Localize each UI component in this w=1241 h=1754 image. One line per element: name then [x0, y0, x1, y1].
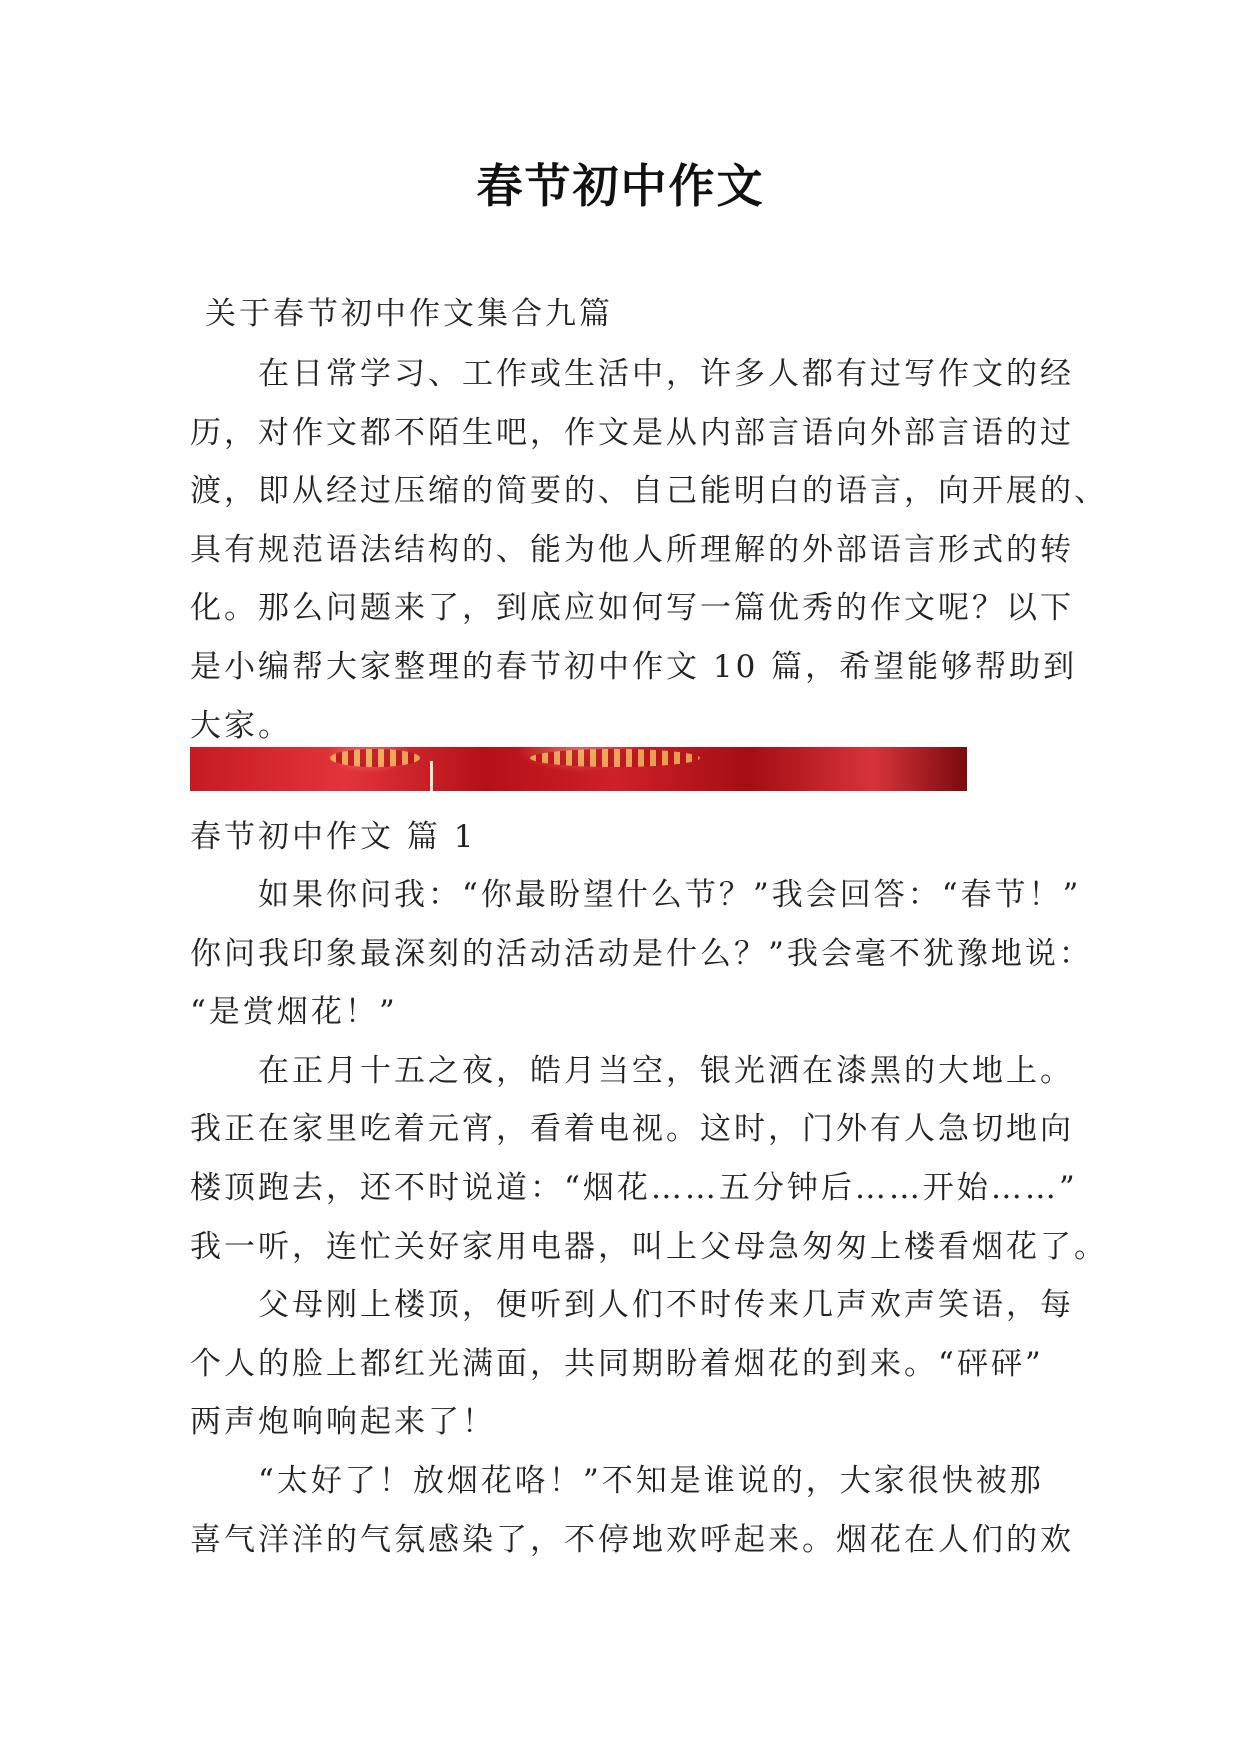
document-title: 春节初中作文 [476, 159, 765, 213]
intro-line: 化。那么问题来了，到底应如何写一篇优秀的作文呢？以下 [190, 590, 1074, 627]
body-line: 楼顶跑去，还不时说道：“烟花……五分钟后……开始……” [190, 1169, 1078, 1206]
intro-line: 是小编帮大家整理的春节初中作文 10 篇，希望能够帮助到 [190, 648, 1078, 685]
body-line: 在正月十五之夜，皓月当空，银光洒在漆黑的大地上。 [190, 1052, 1074, 1089]
document-subtitle: 关于春节初中作文集合九篇 [205, 296, 613, 332]
body-line: 我一听，连忙关好家用电器，叫上父母急匆匆上楼看烟花了。 [190, 1228, 1108, 1265]
body-line: 两声炮响响起来了！ [190, 1404, 496, 1441]
intro-line: 历，对作文都不陌生吧，作文是从内部言语向外部言语的过 [190, 414, 1074, 451]
lantern-decoration [330, 749, 420, 767]
body-line: 你问我印象最深刻的活动活动是什么？”我会毫不犹豫地说： [190, 935, 1093, 972]
lantern-decoration [530, 749, 700, 767]
section-title: 春节初中作文 篇 1 [190, 819, 477, 855]
essay-body [190, 866, 1108, 1569]
body-line: 我正在家里吃着元宵，看着电视。这时，门外有人急切地向 [190, 1111, 1074, 1148]
lantern-cord [430, 761, 433, 791]
body-line: 父母刚上楼顶，便听到人们不时传来几声欢声笑语，每 [190, 1287, 1074, 1324]
festive-banner-image [190, 747, 967, 791]
intro-line: 在日常学习、工作或生活中，许多人都有过写作文的经 [190, 356, 1074, 392]
section-heading [190, 808, 1052, 867]
intro-line: 具有规范语法结构的、能为他人所理解的外部语言形式的转 [190, 531, 1074, 568]
intro-line: 渡，即从经过压缩的简要的、自己能明白的语言，向开展的、 [190, 473, 1108, 510]
body-line: 喜气洋洋的气氛感染了，不停地欢呼起来。烟花在人们的欢 [190, 1521, 1074, 1558]
body-line: 如果你问我：“你最盼望什么节？”我会回答：“春节！” [190, 877, 1082, 913]
body-line: “太好了！放烟花咯！”不知是谁说的，大家很快被那 [190, 1462, 1044, 1499]
intro-line: 大家。 [190, 707, 292, 744]
body-line: 个人的脸上都红光满面，共同期盼着烟花的到来。“砰砰” [190, 1345, 1044, 1382]
intro-paragraph [190, 345, 1108, 755]
body-line: “是赏烟花！” [190, 994, 398, 1031]
